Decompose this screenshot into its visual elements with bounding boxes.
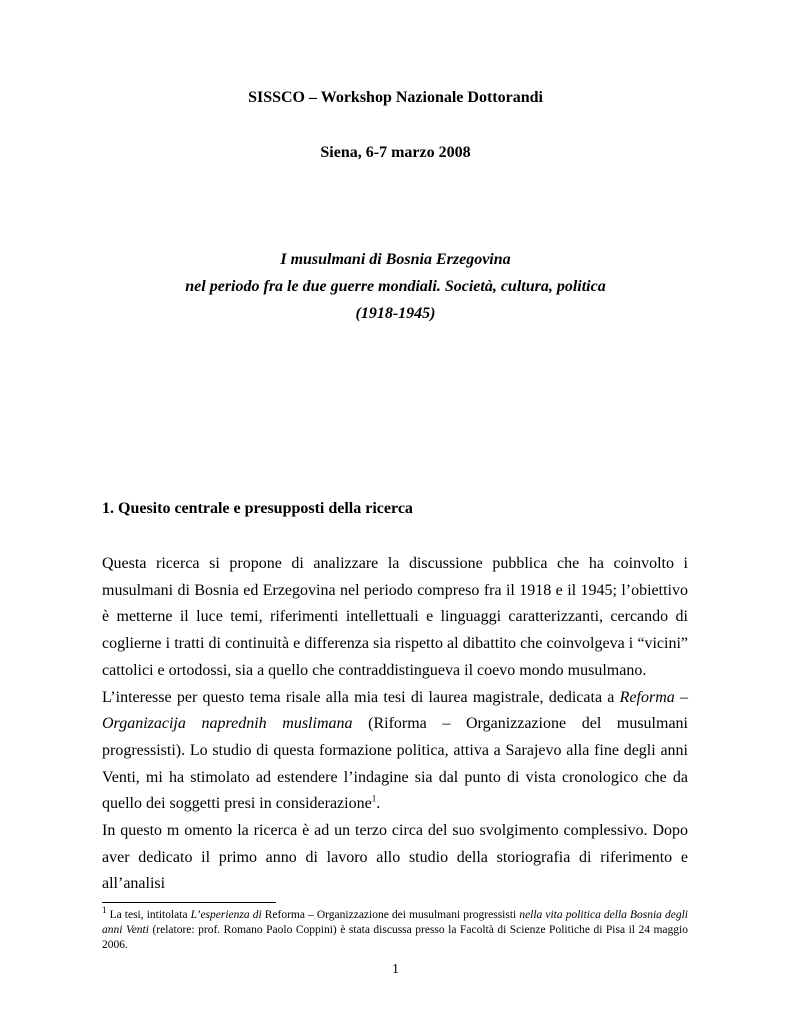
workshop-date: Siena, 6-7 marzo 2008 (320, 144, 471, 161)
page-number: 1 (392, 962, 399, 977)
paper-title-line-2: nel periodo fra le due guerre mondiali. Società, cultura, politica (185, 278, 606, 295)
paragraph-2 (102, 685, 688, 819)
footnote-italic-1: L’esperienza di (190, 909, 262, 921)
footnote-text-b: Reforma – Organizzazione dei musulmani progressisti (261, 909, 520, 921)
paragraph-2-text-b: (Riforma – Organizzazione del musulmani progressisti). Lo studio di questa formazione politica, attiva a Sarajevo alla fine degli anni Venti, mi ha stimolato ad estendere l’indagine sia dal punto di vista cronologico che da quello dei soggetti presi in considerazione (102, 715, 688, 813)
paragraph-3: In questo m omento la ricerca è ad un terzo circa del suo svolgimento complessivo. Dopo aver dedicato il primo anno di lavoro allo studio della storiografia di riferimento e all’analisi (102, 822, 688, 893)
footnote-italic-2: nella vita politica della Bosnia degli anni Venti (102, 909, 688, 936)
paragraph-2-end: . (376, 795, 381, 813)
body-text (102, 551, 688, 898)
paragraph-2-text-a: L’interesse per questo tema risale alla mia tesi di laurea magistrale, dedicata a (102, 688, 620, 706)
paragraph-2-italic: Reforma – Organizacija naprednih muslimana (102, 688, 689, 733)
footnote-text-a: La tesi, intitolata (106, 909, 191, 921)
footnote-separator (102, 902, 276, 903)
workshop-title: SISSCO – Workshop Nazionale Dottorandi (248, 89, 543, 106)
section-heading: 1. Quesito centrale e presupposti della ricerca (102, 500, 413, 517)
footnote (102, 905, 688, 953)
footnote-marker: 1 (102, 905, 107, 916)
paper-title-line-3: (1918-1945) (355, 305, 436, 322)
paper-title-line-1: I musulmani di Bosnia Erzegovina (280, 251, 511, 268)
footnote-reference[interactable]: 1 (371, 794, 377, 804)
paragraph-1: Questa ricerca si propone di analizzare la discussione pubblica che ha coinvolto i musulmani di Bosnia ed Erzegovina nel periodo compreso fra il 1918 e il 1945; l’obiettivo è metterne il luce temi, riferimenti intellettuali e linguaggi caratterizzanti, cercando di coglierne i tratti di continuità e differenza sia rispetto al dibattito che coinvolgeva i “vicini” cattolici e ortodossi, sia a quello che contraddistingueva il coevo mondo musulmano. (102, 555, 688, 679)
footnote-text-c: (relatore: prof. Romano Paolo Coppini) è stata discussa presso la Facoltà di Scienze Politiche di Pisa il 24 maggio 2006. (102, 924, 688, 951)
